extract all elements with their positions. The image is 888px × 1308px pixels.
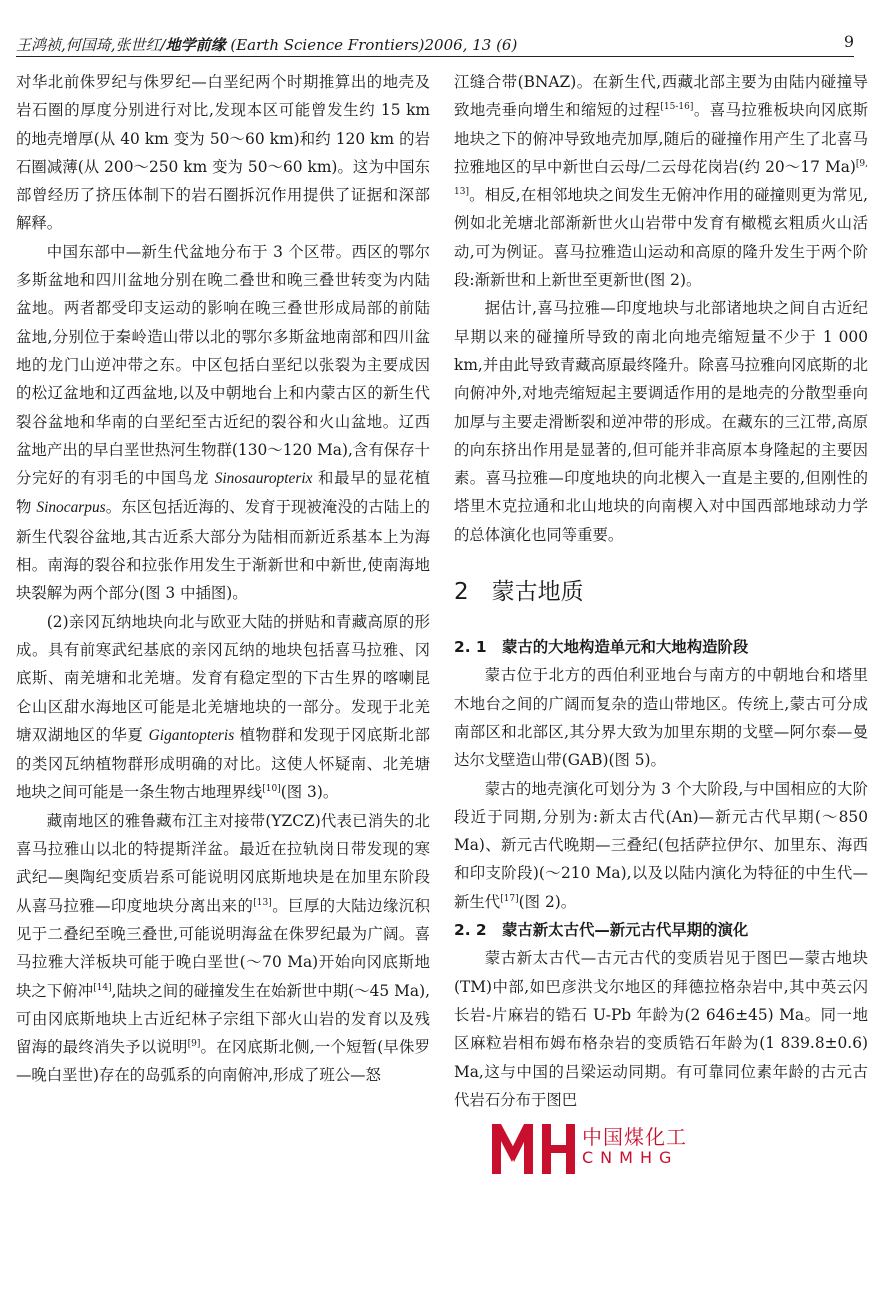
- text-run: 中国东部中—新生代盆地分布于 3 个区带。西区的鄂尔多斯盆地和四川盆地分别在晚二叠世和晚三叠世转变为内陆盆地。两者都受印支运动的影响在晚三叠世形成局部的前陆盆地,分别位于秦岭造山带以北的鄂尔多斯盆地南部和四川盆地的龙门山逆冲带之东。中区包括白垩纪以张裂为主要成因的松辽盆地和辽西盆地,以及中朝地台上和内蒙古区的新生代裂谷盆地和华南的白垩纪至古近纪的裂谷和火山盆地。辽西盆地产出的早白垩世热河生物群(130～120 Ma),含有保存十分完好的有羽毛的中国鸟龙: [16, 242, 430, 488]
- citation-ref: [9, 13]: [454, 158, 868, 198]
- watermark-logo: [490, 1118, 694, 1176]
- citation-ref: [17]: [500, 893, 519, 904]
- text-run: 蒙古的地壳演化可划分为 3 个大阶段,与中国相应的大阶段近于同期,分别为:新太古代(An)—新元古代早期(～850 Ma)、新元古代晚期—三叠纪(包括萨拉伊尔、加里东、海西和印支阶段)(～210 Ma),以及以陆内演化为特征的中生代—新生代: [454, 779, 868, 911]
- text-run: (图 3)。: [280, 783, 339, 802]
- citation-ref: [9]: [187, 1039, 201, 1050]
- text-run: 植物群和发现于冈底斯北部的类冈瓦纳植物群形成明确的对比。这使人怀疑南、北羌塘地块之间可能是一条生物古地理界线: [16, 725, 430, 802]
- header-citation: [16, 34, 517, 55]
- right-paragraph-3: 蒙古位于北方的西伯利亚地台与南方的中朝地台和塔里木地台之间的广阔而复杂的造山带地区。传统上,蒙古可分成南部区和北部区,其分界大致为加里东期的戈壁—阿尔泰—曼达尔戈壁造山带(GAB)(图 5)。: [454, 666, 868, 770]
- right-column: [454, 68, 868, 1114]
- running-header: [16, 30, 854, 57]
- text-run: ,陆块之间的碰撞发生在始新世中期(～45 Ma),可由冈底斯地块上古近纪林子宗组下部火山岩的发育以及残留海的最终消失予以说明: [16, 981, 430, 1057]
- text-run: 。喜马拉雅板块向冈底斯地块之下的俯冲导致地壳加厚,随后的碰撞作用产生了北喜马拉雅地区的早中新世白云母/二云母花岗岩(约 20～17 Ma): [454, 101, 868, 176]
- text-run: 江缝合带(BNAZ)。在新生代,西藏北部主要为由陆内碰撞导致地壳垂向增生和缩短的过程: [454, 73, 868, 120]
- citation-ref: [15-16]: [660, 102, 694, 113]
- citation-ref: [10]: [262, 784, 281, 795]
- taxon-name: Sinosauropterix: [214, 470, 313, 488]
- cnmhg-logo-icon: [490, 1118, 576, 1176]
- left-paragraph-3: [16, 608, 430, 807]
- text-run: 藏南地区的雅鲁藏布江主对接带(YZCZ)代表已消失的北喜马拉雅山以北的特提斯洋盆。最近在拉轨岗日带发现的寒武纪—奥陶纪变质岩系可能说明冈底斯地块是在加里东阶段从喜马拉雅—印度地块分离出来的: [16, 811, 430, 915]
- text-run: 和最早的显花植物: [16, 469, 430, 517]
- text-run: 。东区包括近海的、发育于现被淹没的古陆上的新生代裂谷盆地,其古近系大部分为陆相而新近系基本上为海相。南海的裂谷和拉张作用发生于渐新世和中新世,使南海地块裂解为两个部分(图 3 中插图)。: [16, 498, 430, 603]
- text-run: (2)亲冈瓦纳地块向北与欧亚大陆的拼贴和青藏高原的形成。具有前寒武纪基底的亲冈瓦纳的地块包括喜马拉雅、冈底斯、南羌塘和北羌塘。发育有稳定型的下古生界的喀喇昆仑山区甜水海地区可能是北羌塘地块的一部分。发现于北羌塘双湖地区的华夏: [16, 612, 430, 744]
- text-run: 。在冈底斯北侧,一个短暂(早侏罗—晚白垩世)存在的岛弧系的向南俯冲,形成了班公—怒: [16, 1038, 430, 1085]
- right-paragraph-4: [454, 775, 868, 916]
- subsection-heading-2-1: 2. 1 蒙古的大地构造单元和大地构造阶段: [454, 638, 749, 657]
- watermark-text-cn: 中国煤化工: [582, 1125, 687, 1149]
- right-paragraph-2: 据估计,喜马拉雅—印度地块与北部诸地块之间自古近纪早期以来的碰撞所导致的南北向地壳缩短量不少于 1 000 km,并由此导致青藏高原最终隆升。除喜马拉雅向冈底斯的北向俯冲外,对地壳缩短起主要调适作用的是地壳的分散型垂向加厚与主要走滑断裂和逆冲带的形成。在藏东的三江带,高原的向东挤出作用是显著的,但可能并非高原本身隆起的主要因素。喜马拉雅—印度地块的向北楔入一直是主要的,但刚性的塔里木克拉通和北山地块的向南楔入对中国西部地球动力学的总体演化也同等重要。: [454, 299, 868, 544]
- taxon-name: Sinocarpus: [36, 499, 106, 517]
- text-run: 。巨厚的大陆边缘沉积见于二叠纪至晚三叠世,可能说明海盆在侏罗纪最为广阔。喜马拉雅大洋板块可能于晚白垩世(～70 Ma)开始向冈底斯地块之下俯冲: [16, 896, 430, 1000]
- watermark-text-en: CNMHG: [582, 1148, 679, 1167]
- taxon-name: Gigantopteris: [148, 726, 235, 744]
- header-journal-en: (Earth Science Frontiers)2006, 13 (6): [225, 36, 518, 54]
- page-number: 9: [843, 32, 854, 51]
- left-paragraph-1: 对华北前侏罗纪与侏罗纪—白垩纪两个时期推算出的地壳及岩石圈的厚度分别进行对比,发现本区可能曾发生约 15 km 的地壳增厚(从 40 km 变为 50～60 km)和约 120 km 的岩石圈减薄(从 200～250 km 变为 50～60 km)。这为中国东部曾经历了挤压体制下的岩石圈拆沉作用提供了证据和深部解释。: [16, 73, 430, 233]
- right-paragraph-5: 蒙古新太古代—古元古代的变质岩见于图巴—蒙古地块(TM)中部,如巴彦洪戈尔地区的拜德拉格杂岩中,其中英云闪长岩-片麻岩的锆石 U-Pb 年龄为(2 646±45) Ma。同一地区麻粒岩相布姆布格杂岩的变质锆石年龄为(1 839.8±0.6) Ma,这与中国的吕梁运动同期。有可靠同位素年龄的古元古代岩石分布于图巴: [454, 949, 868, 1109]
- text-run: 。相反,在相邻地块之间发生无俯冲作用的碰撞则更为常见,例如北羌塘北部渐新世火山岩带中发育有橄榄玄粗质火山活动,可为例证。喜马拉雅造山运动和高原的隆升发生于两个阶段:渐新世和上新世至更新世(图 2)。: [454, 186, 868, 290]
- left-paragraph-2: [16, 238, 430, 608]
- citation-ref: [13]: [253, 897, 272, 908]
- text-run: (图 2)。: [518, 892, 577, 911]
- subsection-heading-2-2: 2. 2 蒙古新太古代—新元古代早期的演化: [454, 921, 749, 940]
- citation-ref: [14]: [93, 982, 112, 993]
- section-heading: 2 蒙古地质: [454, 579, 584, 606]
- header-authors: 王鸿祯,何国琦,张世红/: [16, 36, 166, 54]
- header-journal-cn: 地学前缘: [165, 36, 226, 54]
- right-paragraph-1: [454, 68, 868, 294]
- left-column: [16, 68, 430, 1090]
- left-paragraph-4: [16, 807, 430, 1090]
